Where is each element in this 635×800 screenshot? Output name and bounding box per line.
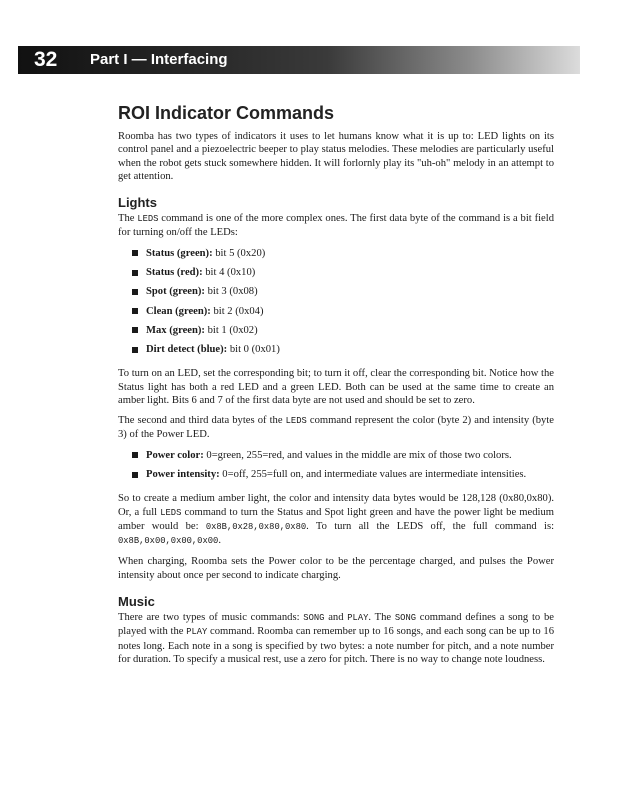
lights-paragraph-2: To turn on an LED, set the corresponding bit; to turn it off, clear the corresponding bit. Notice how the Status light has both a red LED and a green LED. Both can be used at the same time to create an amber light. Bits 6 and 7 of the first data byte are not used and should be set to zero.: [118, 368, 554, 406]
code-leds: LEDS: [160, 507, 182, 518]
code-play: PLAY: [347, 613, 369, 624]
section-title: ROI Indicator Commands: [118, 103, 335, 123]
lights-paragraph-5: When charging, Roomba sets the Power color to be the percentage charged, and pulses the Power intensity about once per second to indicate charging.: [118, 556, 554, 581]
list-item: Power intensity: 0=off, 255=full on, and intermediate values are intermediate intensities.: [132, 468, 554, 481]
code-bytes: 0x8B,0x00,0x00,0x00: [118, 536, 219, 547]
page-header: [18, 46, 580, 74]
intro-paragraph: Roomba has two types of indicators it uses to let humans know what it is up to: LED lights on its control panel and a piezoelectric beeper to play status melodies. These melodies are particularly useful when the robot gets stuck somewhere hidden. It will forlornly play its "uh-oh" melody in an attempt to get attention.: [118, 131, 554, 182]
code-leds: LEDS: [285, 416, 307, 427]
bullet-icon: [132, 347, 138, 353]
list-item: Max (green): bit 1 (0x02): [132, 324, 554, 337]
page-number: 32: [34, 48, 58, 71]
code-bytes: 0x8B,0x28,0x80,0x80: [205, 521, 307, 532]
lights-paragraph-1: The LEDS command is one of the more complex ones. The first data byte of the command is a bit field for turning on/off the LEDs:: [118, 213, 554, 239]
lights-paragraph-4: So to create a medium amber light, the color and intensity data bytes would be 128,128 (0x80,0x80). Or, a full LEDS command to turn the Status and Spot light green and have the power light be medium amber would be: 0x8B,0x28,0x80,0x80. To turn all the LEDS off, the full command is: 0x8B,0x00,0x00,0x00.: [118, 493, 555, 547]
list-item: Clean (green): bit 2 (0x04): [132, 305, 554, 318]
bullet-icon: [132, 452, 138, 458]
list-item: Status (red): bit 4 (0x10): [132, 266, 554, 279]
bullet-icon: [132, 270, 138, 276]
music-paragraph-1: There are two types of music commands: SONG and PLAY. The SONG command defines a song to be played with the PLAY command. Roomba can remember up to 16 songs, and each song can be up to 16 notes long. Each note in a song is specified by two bytes: a note number for pitch, and a note number for duration. To specify a musical rest, use a zero for pitch. There is no way to change note loudness.: [118, 612, 554, 665]
music-heading: Music: [118, 594, 155, 610]
lights-paragraph-3: The second and third data bytes of the LEDS command represent the color (byte 2) and intensity (byte 3) of the Power LED.: [118, 415, 554, 441]
led-bit-list: [118, 247, 554, 356]
bullet-icon: [132, 327, 138, 333]
list-item: Power color: 0=green, 255=red, and values in the middle are mix of those two colors.: [132, 449, 554, 462]
bullet-icon: [132, 289, 138, 295]
bullet-icon: [132, 308, 138, 314]
code-play: PLAY: [186, 627, 208, 638]
page-content: [118, 103, 554, 673]
code-leds: LEDS: [137, 214, 159, 225]
bullet-icon: [132, 472, 138, 478]
part-label: Part I — Interfacing: [90, 51, 228, 68]
list-item: Status (green): bit 5 (0x20): [132, 247, 554, 260]
lights-heading: Lights: [118, 195, 157, 211]
power-led-list: [118, 449, 554, 482]
list-item: Spot (green): bit 3 (0x08): [132, 285, 554, 298]
bullet-icon: [132, 250, 138, 256]
code-song: SONG: [394, 613, 417, 624]
list-item: Dirt detect (blue): bit 0 (0x01): [132, 343, 554, 356]
code-song: SONG: [303, 613, 325, 624]
